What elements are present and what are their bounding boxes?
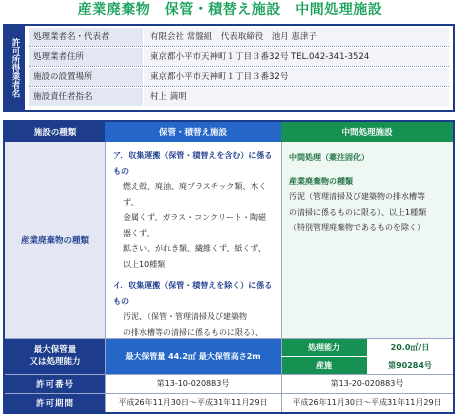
origin-label: 産施 <box>281 356 367 374</box>
capacity-label: 処理能力 <box>281 338 367 356</box>
section-b-title: イ．収集運搬（保管・積替えを除く）に係るもの <box>113 281 273 306</box>
divider <box>281 356 453 357</box>
row-label-waste-type: 産業廃棄物の種類 <box>5 142 105 338</box>
permit-row-company <box>29 28 449 47</box>
waste-kind-title: 産業廃棄物の種類 <box>289 176 353 186</box>
header-storage-facility: 保管・積替え施設 <box>105 122 281 142</box>
divider <box>281 142 282 412</box>
permit-row-value: 村上 満明 <box>144 88 449 106</box>
permit-row-value: 東京都小平市天神町１丁目３番32号 <box>144 68 449 86</box>
permit-period-intermediate: 平成26年11月30日〜平成31年11月29日 <box>281 393 453 412</box>
header-intermediate-facility: 中間処理施設 <box>281 122 453 142</box>
section-b-line: 汚泥、（保管・管理清掃及び建築物 <box>123 312 247 321</box>
process-method: 中間処理（薬注固化） <box>289 153 369 162</box>
header-facility-type: 施設の種類 <box>5 122 105 142</box>
permit-row-label: 施設責任者指名 <box>29 88 144 106</box>
divider <box>105 142 106 412</box>
page-title: 産業廃棄物 保管・積替え施設 中間処理施設 <box>77 2 383 18</box>
row-label-capacity: 最大保管量 又は処理能力 <box>5 338 105 374</box>
permit-row-manager <box>29 88 449 106</box>
permit-row-site <box>29 68 449 87</box>
divider <box>5 393 453 394</box>
intermediate-waste-types <box>281 142 453 338</box>
facility-table <box>3 120 455 414</box>
divider <box>5 374 453 375</box>
row-label-permit-number: 許可番号 <box>5 374 105 393</box>
origin-value: 第90284号 <box>367 356 453 374</box>
permit-holder-side-text: 許可所得業者名 <box>10 38 20 98</box>
capacity-value: 20.0㎥/日 <box>367 338 453 356</box>
permit-row-address <box>29 48 449 67</box>
max-storage-value: 最大保管量 44.2㎡ 最大保管高さ2m <box>105 338 281 374</box>
row-label-permit-period: 許可期間 <box>5 393 105 412</box>
permit-holder-side-label <box>5 26 25 110</box>
section-a-line: 鉱さい、がれき類、繊維くず、紙くず、 <box>123 244 266 253</box>
section-a-line: 以上10種類 <box>123 259 166 269</box>
permit-row-label: 施設の設置場所 <box>29 68 144 86</box>
permit-row-value: 東京都小平市天神町１丁目３番32号 TEL.042-341-3524 <box>144 48 449 66</box>
permit-row-value: 有限会社 常盤組 代表取締役 池月 恵津子 <box>144 28 449 46</box>
waste-kind-line: （特別管理廃棄物であるものを除く） <box>289 223 425 232</box>
permit-number-intermediate: 第13-20-020883号 <box>281 374 453 393</box>
storage-waste-types <box>105 142 281 338</box>
section-a-line: 金属くず、ガラス・コンクリート・陶磁器くず、 <box>123 213 266 238</box>
permit-number-storage: 第13-10-020883号 <box>105 374 281 393</box>
permit-holder-panel <box>3 24 455 112</box>
permit-period-storage: 平成26年11月30日〜平成31年11月29日 <box>105 393 281 412</box>
waste-kind-line: 汚泥（管理清掃及び建築物の排水槽等 <box>289 192 425 201</box>
section-a-title: ア．収集運搬（保管・積替えを含む）に係るもの <box>113 151 273 176</box>
permit-row-label: 処理業者住所 <box>29 48 144 66</box>
section-b-line: の排水槽等の清掃に係るものに限る）、 <box>123 327 263 337</box>
divider <box>5 338 453 339</box>
waste-kind-line: の清掃に係るものに限る）、以上1種類 <box>289 207 427 217</box>
section-a-line: 燃え殻、廃油、廃プラスチック類、木くず、 <box>123 182 267 207</box>
permit-row-label: 処理業者名・代表者 <box>29 28 144 46</box>
